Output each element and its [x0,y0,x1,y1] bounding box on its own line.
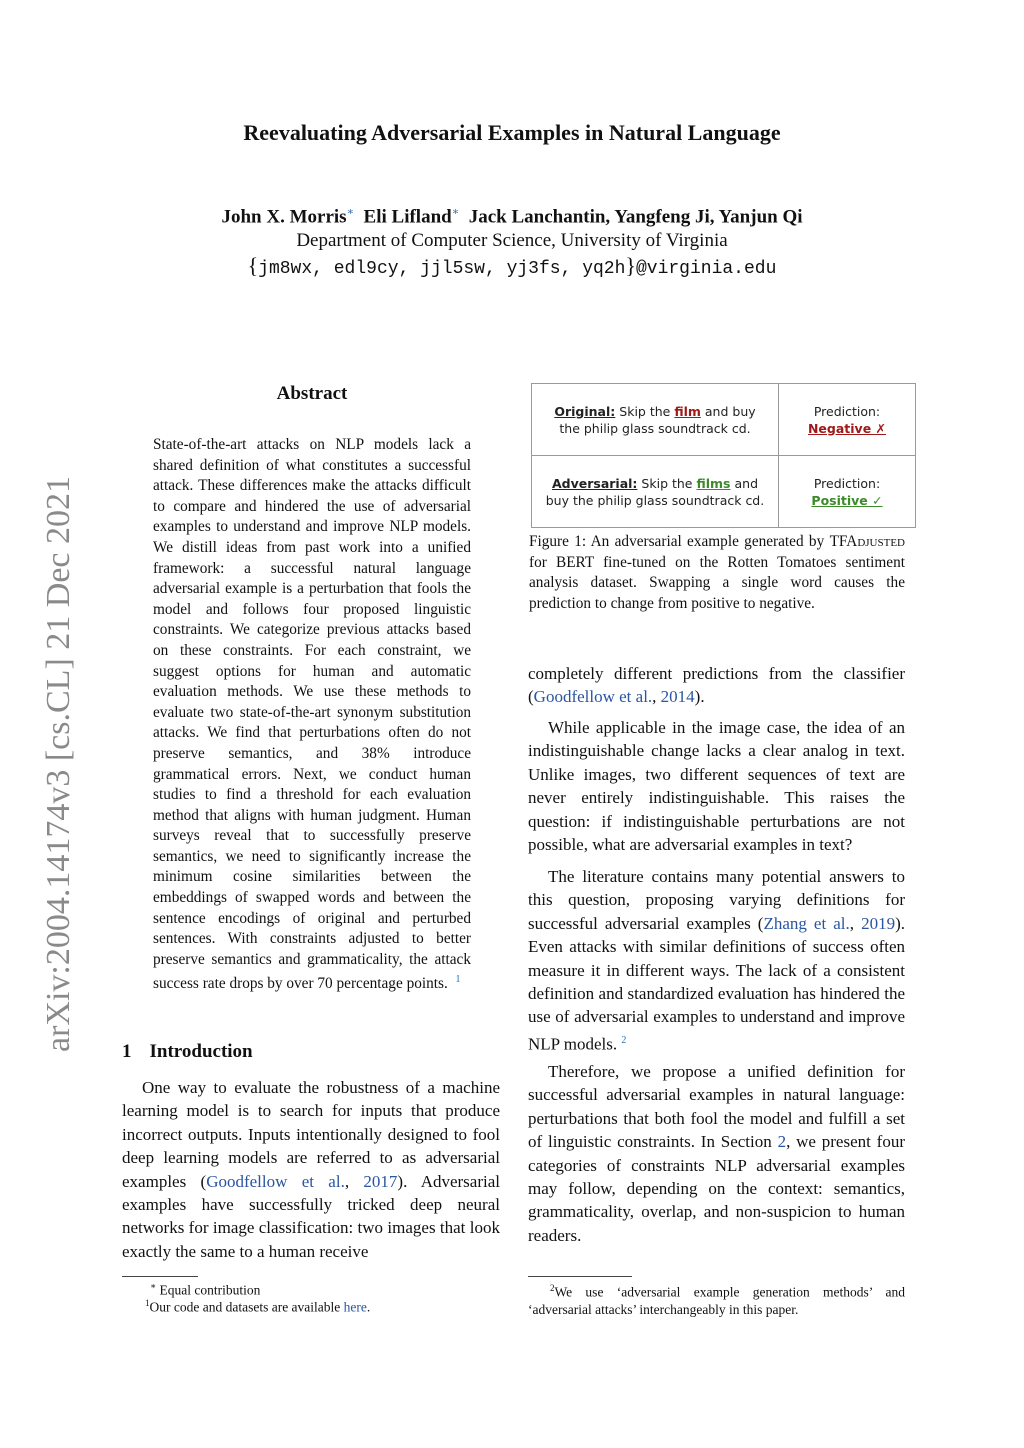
footnote-ref-1[interactable]: 1 [455,974,461,986]
footnote-divider [528,1276,632,1277]
original-label: Original: [554,403,616,419]
example-text: Skip the [641,476,693,491]
citation-link[interactable]: Goodfellow et al. [533,687,653,707]
example-text: and buy the philip glass soundtrack cd. [545,476,765,508]
figure-1-caption [529,532,905,614]
citation-separator: , [849,913,862,933]
paragraph-text: Therefore, we propose a unified definition for successful adversarial examples in natural language: perturbations that both fool the model and fulfill a set of linguistic constraints. In Section [528,1062,905,1152]
email-list: jm8wx, edl9cy, jjl5sw, yj3fs, yq2h [258,259,626,279]
email-domain: @virginia.edu [635,259,777,279]
example-text: Skip the [619,403,671,419]
email-brace-close: } [625,253,636,278]
method-name: TFAdjusted [829,533,905,550]
adversarial-example-cell [532,456,779,528]
citation-year-link[interactable]: 2019 [861,913,896,933]
footnote-text: Equal contribution [159,1282,261,1298]
citation-year-link[interactable]: 2017 [363,1171,398,1191]
example-text: and buy the philip glass soundtrack cd. [559,403,756,436]
paper-title: Reevaluating Adversarial Examples in Natural Language [243,120,781,145]
original-word: film [674,403,701,419]
section-heading-introduction [122,1041,253,1063]
email-brace-open: { [247,253,259,278]
intro-text: ). Adversarial examples have successfully tricked deep neural networks for image classification: two images that look exactly the same to a human receive [122,1171,500,1261]
author-name: John X. Morris [221,206,347,228]
intro-paragraph [122,1076,500,1263]
paragraph-text: ). Even attacks with similar definitions of success often measure it in different ways. The lack of a consistent definition and standardized evaluation has hindered the use of adversarial examples to understand and improve NLP models. [528,913,906,1054]
author-list [0,205,1024,228]
paragraph [528,1060,905,1247]
abstract-text: State-of-the-art attacks on NLP models lack a shared definition of what constitutes a successful attack. These differences make the attacks difficult to compare and hindered the use of adversarial examples to understand and improve NLP models. We distill ideas from past work into a unified framework: a successful natural language adversarial example is a perturbation that fools the model and follows four proposed linguistic constraints. We categorize previous attacks based on these constraints. For each constraint, we suggest options for human and automatic evaluation methods. We use these methods to evaluate two state-of-the-art synonym substitution attacks. We find that perturbations often do not preserve semantics, and 38% introduce grammatical errors. Next, we conduct human studies to find a threshold for each evaluation method that aligns with human judgment. Human surveys reveal that to successfully preserve semantics, we need to significantly increase the minimum cosine similarities between the embeddings of swapped words and between the sentence encodings of original and perturbed sentences. With constraints adjusted to better preserve semantics and grammaticality, the attack success rate drops by over 70 percentage points. [153,436,471,993]
footnote-mark: 1 [145,1298,150,1308]
footnote-text: Our code and datasets are available [149,1299,344,1315]
footnote-equal-contribution [150,1281,260,1299]
equal-contribution-mark[interactable]: ∗ [346,206,355,218]
author-emails [0,253,1024,279]
paragraph-text: The literature contains many potential answers to this question, proposing varying definitions for successful adversarial examples ( [528,867,905,933]
citation-link[interactable]: Zhang et al. [763,913,850,933]
paragraph [528,662,905,709]
paragraph-text: ). [694,687,705,707]
caption-text: Figure 1: An adversarial example generated by [529,533,830,550]
section-number: 1 [122,1041,132,1062]
intro-text: One way to evaluate the robustness of a machine learning model is to search for inputs that produce incorrect outputs. Inputs intentionally designed to fool deep learning models are referred to as adversarial examples ( [122,1078,500,1191]
section-ref-link[interactable]: 2 [777,1132,787,1152]
author-name: Eli Lifland [363,206,452,228]
paragraph: While applicable in the image case, the idea of an indistinguishable change lacks a clear analog in text. Unlike images, two different sequences of text are never entirely indistinguishable. This raises the question: if indistinguishable perturbations are not possible, what are adversarial examples in text? [528,718,905,855]
footnote-ref-2[interactable]: 2 [621,1034,627,1046]
adversarial-prediction-cell [779,456,915,528]
paragraph-text: completely different predictions from the classifier ( [528,664,905,707]
prediction-negative: Negative ✗ [807,420,887,436]
prediction-positive: Positive ✓ [811,493,883,508]
abstract-heading: Abstract [276,383,348,404]
citation-author[interactable]: Goodfellow et al. [206,1171,345,1191]
citation-separator: , [344,1171,364,1191]
citation-separator: , [652,687,661,707]
affiliation: Department of Computer Science, University of Virginia [296,230,728,251]
paragraph-text: , we present four categories of constraints NLP adversarial examples may follow, depending on the context: semantics, grammaticality, overlap, and non-suspicion to human readers. [528,1132,905,1245]
paragraph [528,865,905,1056]
original-prediction-cell [779,384,915,455]
prediction-label: Prediction: [813,403,881,419]
citation-year-link[interactable]: 2014 [660,687,695,707]
footnote-text: We use ‘adversarial example generation methods’ and ‘adversarial attacks’ interchangeably in this paper. [528,1284,905,1317]
caption-text: for BERT fine-tuned on the Rotten Tomatoes sentiment analysis dataset. Swapping a single word causes the prediction to change from positive to negative. [529,553,905,612]
adversarial-word: films [696,476,731,491]
prediction-label: Prediction: [813,476,881,491]
section-title: Introduction [149,1041,253,1062]
table-row [532,456,915,528]
footnote-punct: . [366,1299,371,1315]
adversarial-label: Adversarial: [551,476,638,491]
footnote-mark: 2 [550,1283,555,1293]
footnote-code-availability [145,1298,370,1316]
code-link[interactable]: here [343,1299,367,1315]
author-names-rest: Jack Lanchantin, Yangfeng Ji, Yanjun Qi [468,206,803,228]
arxiv-identifier: arXiv:2004.14174v3 [cs.CL] 21 Dec 2021 [40,475,77,1052]
footnote-2 [528,1280,905,1318]
footnote-divider [122,1276,198,1277]
abstract-body [153,435,471,995]
footnote-mark: ∗ [150,1281,157,1291]
equal-contribution-mark[interactable]: ∗ [451,206,460,218]
table-row [532,384,915,456]
figure-1-table [531,383,916,528]
citation-link[interactable] [206,1172,345,1191]
original-example-cell [532,384,779,455]
